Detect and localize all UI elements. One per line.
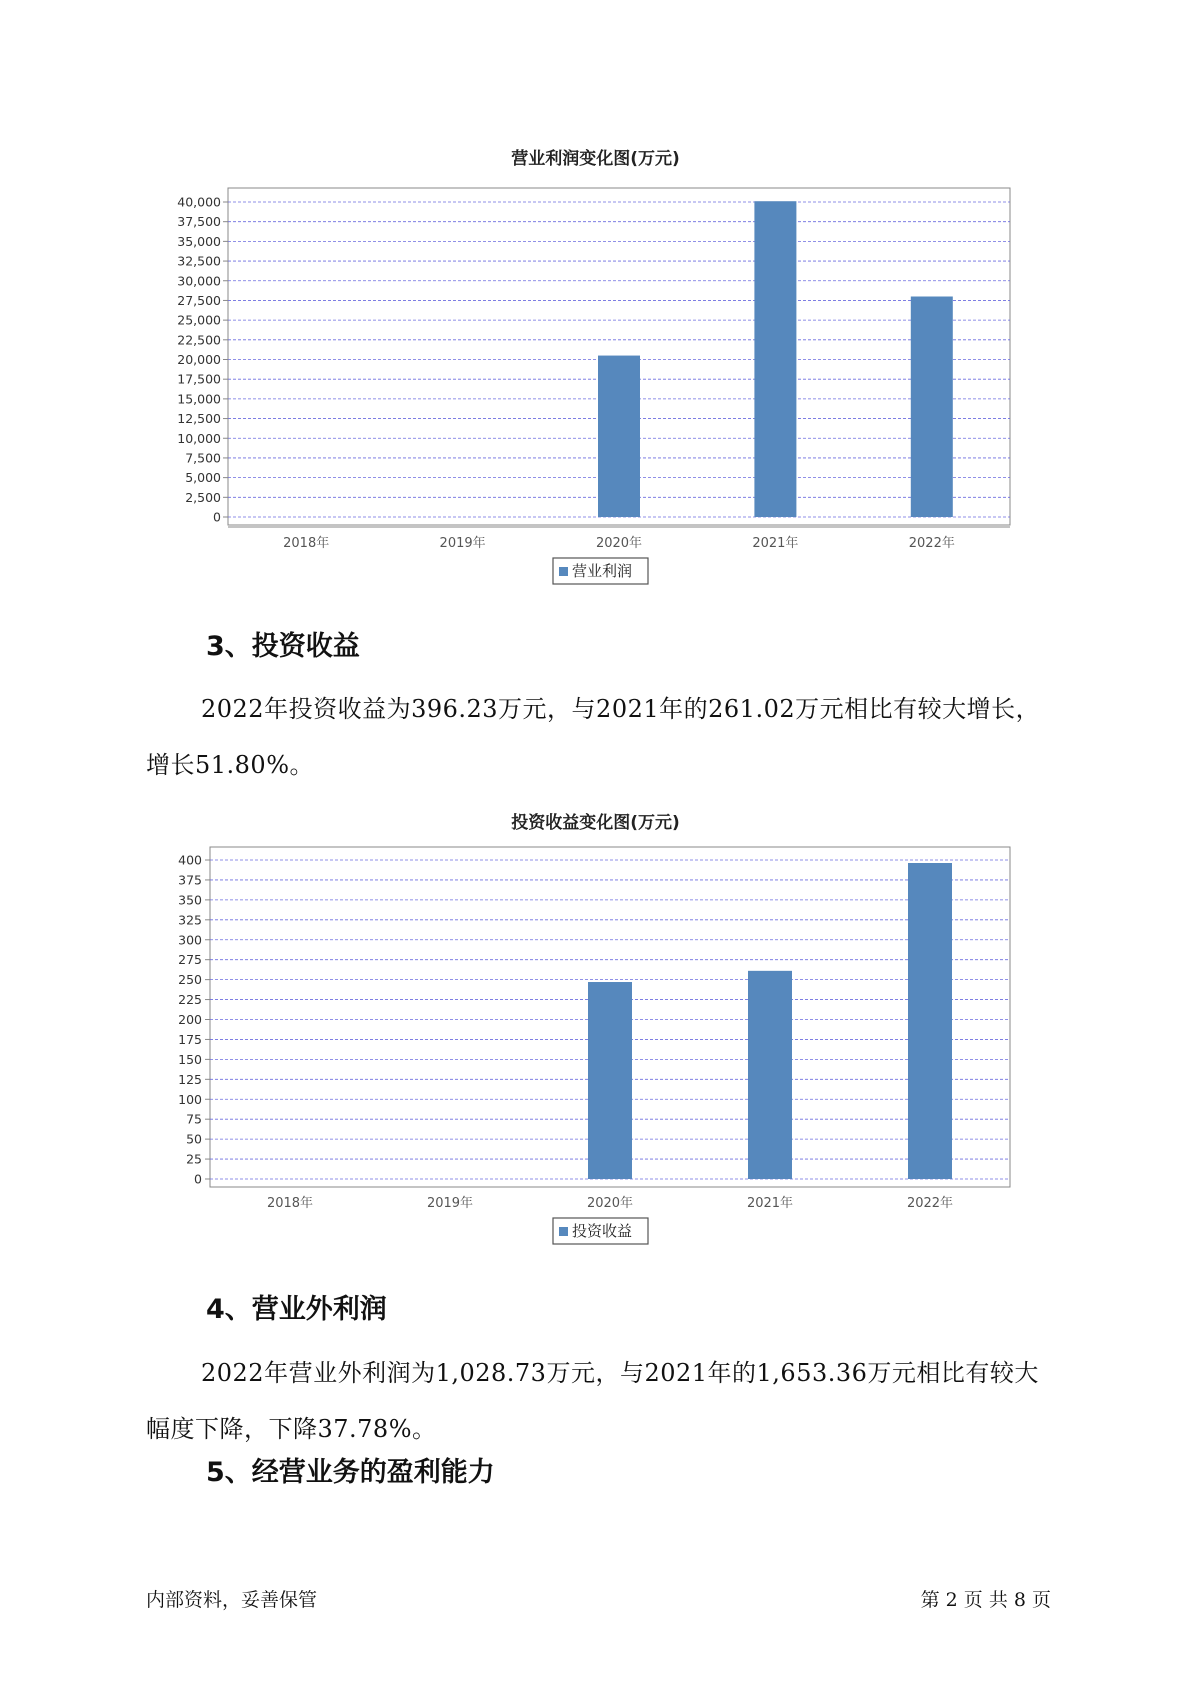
bar (911, 297, 953, 518)
footer-page-number: 第 2 页 共 8 页 (920, 1589, 1051, 1611)
x-tick-label: 2022年 (908, 536, 955, 551)
x-tick-label: 2020年 (595, 536, 643, 551)
y-tick-label: 17,500 (177, 371, 221, 387)
y-tick-label: 50 (186, 1131, 202, 1147)
x-tick-label: 2019年 (426, 1196, 474, 1211)
y-tick-label: 350 (178, 892, 202, 908)
y-tick-label: 325 (178, 912, 202, 928)
bar (588, 982, 632, 1179)
y-tick-label: 25,000 (177, 312, 221, 328)
y-tick-label: 5,000 (185, 470, 221, 486)
y-tick-label: 10,000 (177, 430, 221, 446)
chart2-title: 投资收益变化图(万元) (511, 813, 680, 833)
chart1-title: 营业利润变化图(万元) (511, 149, 680, 169)
investment-income-chart (0, 815, 1191, 1255)
x-tick-label: 2021年 (752, 536, 799, 551)
y-tick-label: 25 (186, 1151, 202, 1167)
section-3-paragraph: 2022年投资收益为396.23万元，与2021年的261.02万元相比有较大增长，增长51.80%。 (146, 695, 1041, 779)
y-tick-label: 30,000 (177, 273, 221, 289)
y-tick-label: 37,500 (177, 214, 221, 230)
y-tick-label: 150 (178, 1051, 202, 1067)
x-tick-label: 2018年 (266, 1196, 314, 1211)
y-tick-label: 375 (178, 872, 202, 888)
footer-confidential: 内部资料，妥善保管 (146, 1589, 318, 1611)
x-tick-label: 2020年 (586, 1196, 634, 1211)
x-tick-label: 2018年 (283, 536, 330, 551)
legend-label: 营业利润 (572, 562, 633, 580)
y-tick-label: 32,500 (177, 253, 221, 269)
y-tick-label: 27,500 (177, 292, 221, 308)
y-tick-label: 75 (186, 1111, 202, 1127)
y-tick-label: 225 (178, 992, 202, 1008)
y-tick-label: 15,000 (177, 391, 221, 407)
y-tick-label: 7,500 (185, 450, 221, 466)
y-tick-label: 100 (178, 1091, 202, 1107)
bar (908, 863, 952, 1179)
section-4-heading: 4、营业外利润 (206, 1294, 387, 1325)
y-tick-label: 20,000 (177, 352, 221, 367)
y-tick-label: 200 (178, 1012, 202, 1027)
operating-profit-chart (0, 150, 1191, 600)
y-tick-label: 275 (178, 952, 202, 968)
y-tick-label: 0 (213, 509, 221, 525)
x-tick-label: 2022年 (906, 1196, 954, 1211)
x-tick-label: 2021年 (746, 1196, 794, 1211)
y-tick-label: 35,000 (177, 233, 221, 249)
y-tick-label: 250 (178, 972, 202, 988)
bar (754, 201, 796, 517)
section-5-heading: 5、经营业务的盈利能力 (206, 1457, 495, 1488)
y-tick-label: 300 (178, 932, 202, 948)
legend-swatch (559, 1227, 568, 1236)
y-tick-label: 2,500 (185, 489, 221, 505)
y-tick-label: 12,500 (177, 411, 221, 427)
legend-label: 投资收益 (572, 1222, 633, 1240)
x-tick-label: 2019年 (439, 536, 486, 551)
y-tick-label: 175 (178, 1031, 202, 1047)
y-tick-label: 400 (178, 852, 202, 868)
y-tick-label: 22,500 (177, 332, 221, 348)
section-4-paragraph: 2022年营业外利润为1,028.73万元，与2021年的1,653.36万元相比有较大幅度下降，下降37.78%。 (146, 1359, 1039, 1443)
bar (748, 971, 792, 1179)
bar (598, 356, 640, 517)
y-tick-label: 40,000 (177, 194, 221, 210)
y-tick-label: 125 (178, 1071, 202, 1087)
y-tick-label: 0 (194, 1171, 202, 1187)
section-3-heading: 3、投资收益 (206, 631, 360, 662)
legend-swatch (559, 567, 568, 576)
